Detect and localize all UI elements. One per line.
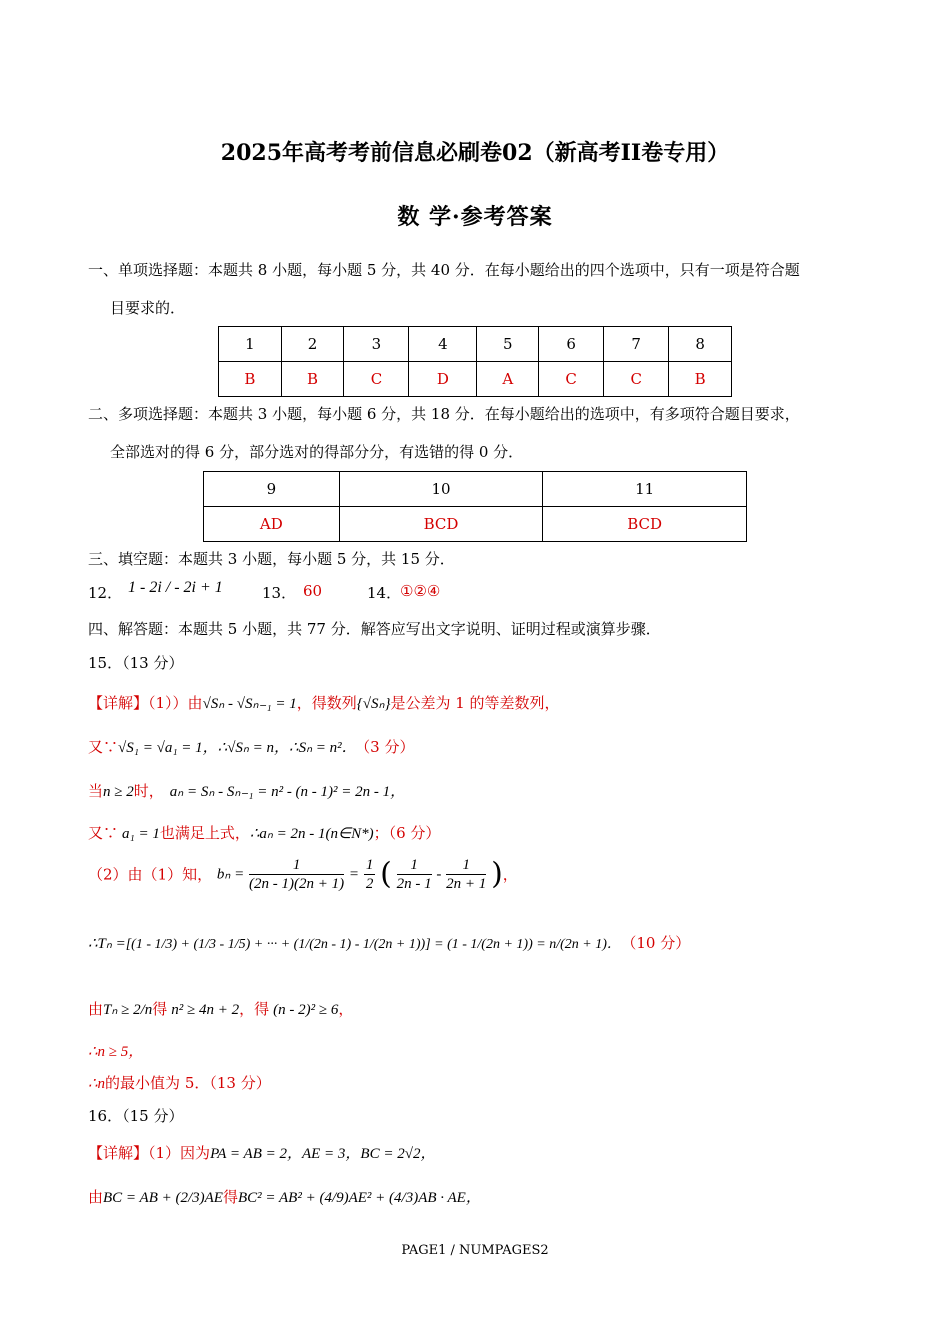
fraction: $\frac{1}{2}$ bbox=[365, 857, 374, 892]
formula: bₙ = bbox=[216, 866, 245, 883]
q13-answer: 60 bbox=[303, 582, 323, 600]
q15-line9: ∴n的最小值为 5．（13 分） bbox=[88, 1074, 271, 1092]
section3-heading: 三、填空题：本题共 3 小题，每小题 5 分，共 15 分． bbox=[88, 550, 455, 568]
table-row-answers bbox=[219, 362, 732, 397]
q12-answer: 1 - 2i / - 2i + 1 bbox=[128, 579, 223, 596]
formula: a₁ = 1 bbox=[122, 826, 160, 842]
formula: Tₙ ≥ 2/n bbox=[103, 1002, 153, 1018]
q14-label: 14． bbox=[367, 584, 402, 602]
formula: √Sₙ - √Sₙ₋₁ = 1 bbox=[202, 696, 297, 712]
table-row-answers bbox=[204, 507, 747, 542]
fraction: $\frac{1}{2n - 1}$ bbox=[396, 857, 432, 892]
q-number: 11 bbox=[543, 472, 747, 507]
q15-line8: ∴n ≥ 5， bbox=[88, 1044, 144, 1060]
multi-choice-table bbox=[203, 471, 747, 542]
section2-heading-cont: 全部选对的得 6 分，部分选对的得部分分，有选错的得 0 分． bbox=[110, 443, 524, 461]
q15-line1: 【详解】（1））由√Sₙ - √Sₙ₋₁ = 1，得数列{√Sₙ}是公差为 1 的等差数列， bbox=[88, 694, 560, 712]
q-number: 6 bbox=[539, 327, 604, 362]
q15-line2: 又∵√S₁ = √a₁ = 1，∴√Sₙ = n，∴Sₙ = n²． （3 分） bbox=[88, 738, 415, 756]
formula: (1 - 1/(2n + 1)) = n/(2n + 1)． bbox=[447, 937, 621, 952]
q-number: 5 bbox=[477, 327, 539, 362]
answer-cell: B bbox=[219, 362, 282, 397]
formula: aₙ = Sₙ - Sₙ₋₁ = n² - (n - 1)² = 2n - 1， bbox=[169, 784, 406, 800]
formula: n² ≥ 4n + 2 bbox=[171, 1002, 240, 1018]
q16-line2: 由BC = AB + (2/3)AE得BC² = AB² + (4/9)AE² + (4/3)AB · AE， bbox=[88, 1188, 481, 1206]
q15-line4: 又∵ a₁ = 1也满足上式，∴aₙ = 2n - 1(n∈N*)；（6 分） bbox=[88, 824, 441, 842]
formula: ∴aₙ = 2n - 1(n∈N*) bbox=[249, 826, 374, 842]
q16-label: 16．（15 分） bbox=[88, 1107, 184, 1125]
single-choice-table bbox=[218, 326, 732, 397]
table-row-numbers bbox=[219, 327, 732, 362]
q15-line6 bbox=[88, 932, 690, 953]
detail-tag: 【详解】 bbox=[88, 1144, 149, 1162]
q-number: 8 bbox=[669, 327, 732, 362]
answer-cell: C bbox=[604, 362, 669, 397]
score-mark: （3 分） bbox=[362, 738, 415, 756]
q-number: 10 bbox=[339, 472, 543, 507]
section2-heading: 二、多项选择题：本题共 3 小题，每小题 6 分，共 18 分．在每小题给出的选项中，有多项符合题目要求， bbox=[88, 405, 800, 423]
q15-line5: （2）由（1）知， bₙ = $\frac{1}{(2n - 1)(2n + 1)}$ = $\frac{1}{2}$ ( $\frac{1}{2n - 1}$ - $\frac{1}{2n + 1}$ )， bbox=[88, 856, 518, 892]
q13-label: 13． bbox=[262, 584, 297, 602]
formula: PA = AB = 2，AE = 3，BC = 2√2， bbox=[210, 1146, 436, 1162]
q14-answer: ①②④ bbox=[400, 582, 441, 600]
answer-cell: A bbox=[477, 362, 539, 397]
formula: {√Sₙ} bbox=[356, 696, 391, 712]
formula: BC² = AB² + (4/9)AE² + (4/3)AB · AE， bbox=[237, 1190, 481, 1206]
table-row-numbers bbox=[204, 472, 747, 507]
answer-cell: B bbox=[281, 362, 344, 397]
detail-tag: 【详解】 bbox=[88, 694, 149, 712]
q-number: 4 bbox=[409, 327, 477, 362]
answer-cell: BCD bbox=[339, 507, 543, 542]
q-number: 7 bbox=[604, 327, 669, 362]
q15-label: 15．（13 分） bbox=[88, 654, 184, 672]
formula: n ≥ 2 bbox=[103, 784, 134, 800]
section1-heading: 一、单项选择题：本题共 8 小题，每小题 5 分，共 40 分．在每小题给出的四个选项中，只有一项是符合题 bbox=[88, 261, 800, 279]
q-number: 9 bbox=[204, 472, 340, 507]
page-title: 2025年高考考前信息必刷卷02（新高考II卷专用） bbox=[220, 140, 730, 166]
q15-line3: 当n ≥ 2时， aₙ = Sₙ - Sₙ₋₁ = n² - (n - 1)² = 2n - 1， bbox=[88, 782, 406, 800]
q-number: 1 bbox=[219, 327, 282, 362]
section4-heading: 四、解答题：本题共 5 小题，共 77 分．解答应写出文字说明、证明过程或演算步骤． bbox=[88, 620, 661, 638]
fraction: $\frac{1}{(2n - 1)(2n + 1)}$ bbox=[249, 857, 345, 892]
answer-cell: B bbox=[669, 362, 732, 397]
q16-line1: 【详解】（1）因为PA = AB = 2，AE = 3，BC = 2√2， bbox=[88, 1144, 436, 1162]
q-number: 3 bbox=[344, 327, 409, 362]
q15-line7: 由Tₙ ≥ 2/n得 n² ≥ 4n + 2，得 (n - 2)² ≥ 6， bbox=[88, 1000, 354, 1018]
answer-cell: D bbox=[409, 362, 477, 397]
answer-cell: AD bbox=[204, 507, 340, 542]
answer-cell: C bbox=[344, 362, 409, 397]
page-footer: PAGE1 / NUMPAGES2 bbox=[401, 1243, 549, 1258]
score-mark: （10 分） bbox=[628, 934, 691, 952]
q-number: 2 bbox=[281, 327, 344, 362]
q12-label: 12． bbox=[88, 584, 123, 602]
formula: (n - 2)² ≥ 6 bbox=[273, 1002, 339, 1018]
page-subtitle: 数 学·参考答案 bbox=[397, 204, 553, 230]
section1-heading-cont: 目要求的． bbox=[110, 299, 186, 317]
answer-cell: BCD bbox=[543, 507, 747, 542]
formula: √S₁ = √a₁ = 1，∴√Sₙ = n，∴Sₙ = n²． bbox=[118, 740, 357, 756]
answer-cell: C bbox=[539, 362, 604, 397]
formula: ∴Tₙ = bbox=[88, 936, 126, 952]
formula: BC = AB + (2/3)AE bbox=[103, 1190, 223, 1206]
fraction: $\frac{1}{2n + 1}$ bbox=[446, 857, 487, 892]
formula: [(1 - 1/3) + (1/3 - 1/5) + ··· + (1/(2n - 1) - 1/(2n + 1))] = bbox=[125, 937, 448, 952]
